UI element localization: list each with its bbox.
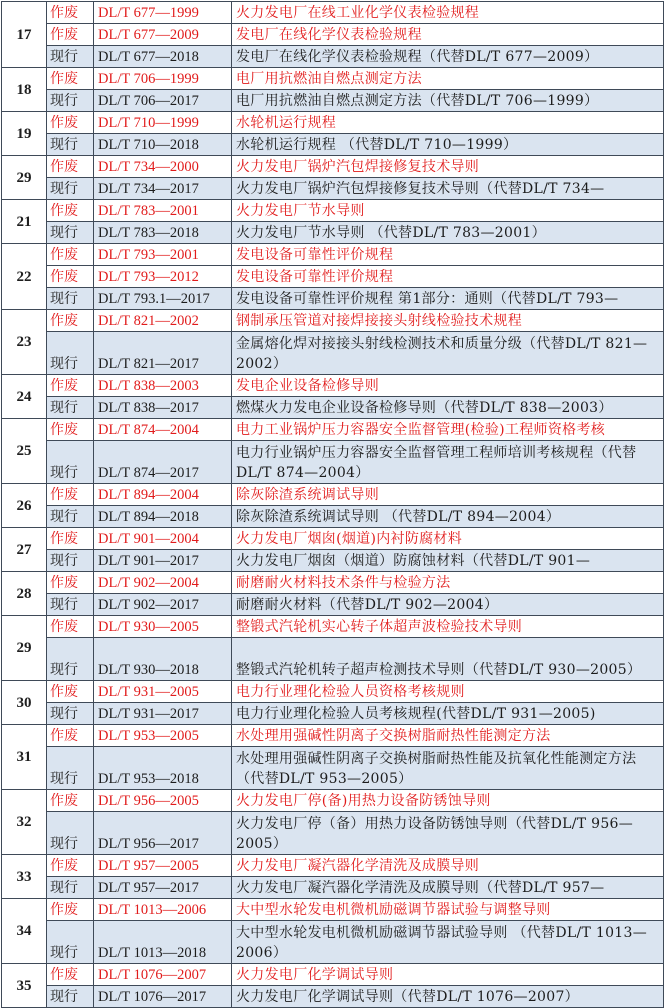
- table-row-superseded: [2, 964, 664, 986]
- table-row-superseded: [2, 681, 664, 703]
- table-row-current: [2, 550, 664, 572]
- table-row-superseded: [2, 156, 664, 178]
- standard-code-cell: DL/T 734—2017: [94, 178, 232, 200]
- table-row-current: [2, 812, 664, 855]
- standard-code-cell: DL/T 706—2017: [94, 90, 232, 112]
- standard-code-cell: DL/T 953—2005: [94, 725, 232, 747]
- standard-title-cell: 火力发电厂锅炉汽包焊接修复技术导则: [232, 156, 664, 178]
- standard-title-cell: 电厂用抗燃油自燃点测定方法（代替DL/T 706—1999）: [232, 90, 664, 112]
- standard-code-cell: DL/T 901—2017: [94, 550, 232, 572]
- group-number: 21: [2, 200, 47, 244]
- standard-code-cell: DL/T 1013—2006: [94, 899, 232, 921]
- status-cell: 作废: [47, 68, 94, 90]
- table-row-superseded: [2, 419, 664, 441]
- standard-code-cell: DL/T 793—2001: [94, 244, 232, 266]
- status-cell: 作废: [47, 855, 94, 877]
- status-cell: 现行: [47, 986, 94, 1008]
- table-row-current: [2, 397, 664, 419]
- status-cell: 作废: [47, 681, 94, 703]
- standard-title-cell: 火力发电厂停(备)用热力设备防锈蚀导则: [232, 790, 664, 812]
- standard-title-cell: 火力发电厂烟囱（烟道）防腐蚀材料（代替DL/T 901—: [232, 550, 664, 572]
- status-cell: 现行: [47, 441, 94, 484]
- standard-title-cell: 整锻式汽轮机转子超声检测技术导则（代替DL/T 930—2005）: [232, 638, 664, 681]
- status-cell: 现行: [47, 812, 94, 855]
- standard-code-cell: DL/T 931—2005: [94, 681, 232, 703]
- status-cell: 现行: [47, 506, 94, 528]
- status-cell: 作废: [47, 899, 94, 921]
- table-row-superseded: [2, 790, 664, 812]
- table-row-current: [2, 288, 664, 310]
- group-number: 33: [2, 855, 47, 899]
- status-cell: 作废: [47, 266, 94, 288]
- table-row-superseded: [2, 572, 664, 594]
- status-cell: 作废: [47, 156, 94, 178]
- status-cell: 作废: [47, 310, 94, 332]
- standard-title-cell: 钢制承压管道对接焊接接头射线检验技术规程: [232, 310, 664, 332]
- status-cell: 作废: [47, 528, 94, 550]
- group-number: 22: [2, 244, 47, 310]
- table-row-current: [2, 441, 664, 484]
- table-row-current: [2, 90, 664, 112]
- status-cell: 现行: [47, 46, 94, 68]
- table-row-current: [2, 46, 664, 68]
- group-number: 31: [2, 725, 47, 790]
- standard-code-cell: DL/T 783—2018: [94, 222, 232, 244]
- standard-code-cell: DL/T 902—2004: [94, 572, 232, 594]
- status-cell: 作废: [47, 572, 94, 594]
- standard-code-cell: DL/T 901—2004: [94, 528, 232, 550]
- status-cell: 作废: [47, 200, 94, 222]
- standard-title-cell: 大中型水轮发电机微机励磁调节器试验与调整导则: [232, 899, 664, 921]
- group-number: 35: [2, 964, 47, 1008]
- standard-code-cell: DL/T 793—2012: [94, 266, 232, 288]
- table-row-current: [2, 332, 664, 375]
- standard-code-cell: DL/T 710—1999: [94, 112, 232, 134]
- table-row-superseded: [2, 112, 664, 134]
- standard-title-cell: 发电设备可靠性评价规程: [232, 266, 664, 288]
- standard-code-cell: DL/T 793.1—2017: [94, 288, 232, 310]
- standard-code-cell: DL/T 902—2017: [94, 594, 232, 616]
- standard-code-cell: DL/T 821—2002: [94, 310, 232, 332]
- status-cell: 现行: [47, 703, 94, 725]
- table-row-superseded: [2, 616, 664, 638]
- table-row-superseded: [2, 244, 664, 266]
- table-row-current: [2, 222, 664, 244]
- status-cell: 现行: [47, 90, 94, 112]
- group-number: 34: [2, 899, 47, 964]
- standard-title-cell: 除灰除渣系统调试导则 （代替DL/T 894—2004）: [232, 506, 664, 528]
- table-row-superseded: [2, 266, 664, 288]
- table-row-superseded: [2, 68, 664, 90]
- standard-code-cell: DL/T 838—2017: [94, 397, 232, 419]
- status-cell: 现行: [47, 178, 94, 200]
- standard-code-cell: DL/T 931—2017: [94, 703, 232, 725]
- standard-code-cell: DL/T 956—2017: [94, 812, 232, 855]
- group-number: 29: [2, 156, 47, 200]
- table-row-current: [2, 134, 664, 156]
- status-cell: 作废: [47, 375, 94, 397]
- standard-code-cell: DL/T 953—2018: [94, 747, 232, 790]
- status-cell: 作废: [47, 2, 94, 24]
- group-number: 26: [2, 484, 47, 528]
- table-row-superseded: [2, 310, 664, 332]
- status-cell: 现行: [47, 288, 94, 310]
- status-cell: 现行: [47, 921, 94, 964]
- group-number: 30: [2, 681, 47, 725]
- standard-title-cell: 金属熔化焊对接接头射线检测技术和质量分级（代替DL/T 821—2002）: [232, 332, 664, 375]
- standard-title-cell: 发电厂在线化学仪表检验规程（代替DL/T 677—2009）: [232, 46, 664, 68]
- standard-title-cell: 火力发电厂节水导则: [232, 200, 664, 222]
- group-number: 17: [2, 2, 47, 68]
- standard-code-cell: DL/T 957—2017: [94, 877, 232, 899]
- status-cell: 现行: [47, 134, 94, 156]
- standard-title-cell: 火力发电厂节水导则 （代替DL/T 783—2001）: [232, 222, 664, 244]
- standard-code-cell: DL/T 874—2017: [94, 441, 232, 484]
- standard-title-cell: 燃煤火力发电企业设备检修导则（代替DL/T 838—2003）: [232, 397, 664, 419]
- standard-title-cell: 火力发电厂凝汽器化学清洗及成膜导则（代替DL/T 957—: [232, 877, 664, 899]
- standard-title-cell: 火力发电厂在线工业化学仪表检验规程: [232, 2, 664, 24]
- status-cell: 作废: [47, 725, 94, 747]
- status-cell: 现行: [47, 550, 94, 572]
- status-cell: 作废: [47, 244, 94, 266]
- group-number: 28: [2, 572, 47, 616]
- standard-title-cell: 整锻式汽轮机实心转子体超声波检验技术导则: [232, 616, 664, 638]
- standard-title-cell: 电厂用抗燃油自燃点测定方法: [232, 68, 664, 90]
- status-cell: 作废: [47, 790, 94, 812]
- standard-code-cell: DL/T 783—2001: [94, 200, 232, 222]
- status-cell: 作废: [47, 112, 94, 134]
- standard-title-cell: 火力发电厂凝汽器化学清洗及成膜导则: [232, 855, 664, 877]
- status-cell: 作废: [47, 24, 94, 46]
- standard-code-cell: DL/T 874—2004: [94, 419, 232, 441]
- standard-code-cell: DL/T 677—2009: [94, 24, 232, 46]
- standard-code-cell: DL/T 710—2018: [94, 134, 232, 156]
- group-number: 24: [2, 375, 47, 419]
- standard-title-cell: 发电设备可靠性评价规程: [232, 244, 664, 266]
- standard-title-cell: 水处理用强碱性阴离子交换树脂耐热性能及抗氧化性能测定方法（代替DL/T 953—2005）: [232, 747, 664, 790]
- table-row-current: [2, 921, 664, 964]
- standard-code-cell: DL/T 1076—2007: [94, 964, 232, 986]
- group-number: 19: [2, 112, 47, 156]
- standard-title-cell: 电力行业理化检验人员考核规程(代替DL/T 931—2005): [232, 703, 664, 725]
- standard-title-cell: 电力行业锅炉压力容器安全监督管理工程师培训考核规程（代替DL/T 874—2004）: [232, 441, 664, 484]
- standard-code-cell: DL/T 894—2018: [94, 506, 232, 528]
- status-cell: 现行: [47, 332, 94, 375]
- table-row-superseded: [2, 200, 664, 222]
- standard-title-cell: 大中型水轮发电机微机励磁调节器试验导则 （代替DL/T 1013—2006）: [232, 921, 664, 964]
- standard-code-cell: DL/T 821—2017: [94, 332, 232, 375]
- standard-code-cell: DL/T 677—2018: [94, 46, 232, 68]
- status-cell: 现行: [47, 222, 94, 244]
- standard-code-cell: DL/T 1013—2018: [94, 921, 232, 964]
- table-row-superseded: [2, 24, 664, 46]
- standard-title-cell: 发电企业设备检修导则: [232, 375, 664, 397]
- standard-code-cell: DL/T 706—1999: [94, 68, 232, 90]
- status-cell: 作废: [47, 419, 94, 441]
- status-cell: 作废: [47, 484, 94, 506]
- group-number: 32: [2, 790, 47, 855]
- table-row-superseded: [2, 725, 664, 747]
- standard-title-cell: 发电设备可靠性评价规程 第1部分：通则（代替DL/T 793—: [232, 288, 664, 310]
- standard-title-cell: 除灰除渣系统调试导则: [232, 484, 664, 506]
- standard-title-cell: 发电厂在线化学仪表检验规程: [232, 24, 664, 46]
- standard-title-cell: 电力行业理化检验人员资格考核规则: [232, 681, 664, 703]
- standard-title-cell: 水轮机运行规程: [232, 112, 664, 134]
- group-number: 27: [2, 528, 47, 572]
- table-row-current: [2, 178, 664, 200]
- standards-table: [1, 1, 664, 1008]
- table-row-current: [2, 877, 664, 899]
- standard-title-cell: 火力发电厂锅炉汽包焊接修复技术导则（代替DL/T 734—: [232, 178, 664, 200]
- status-cell: 作废: [47, 616, 94, 638]
- standard-code-cell: DL/T 956—2005: [94, 790, 232, 812]
- standard-code-cell: DL/T 894—2004: [94, 484, 232, 506]
- group-number: 29: [2, 616, 47, 681]
- group-number: 25: [2, 419, 47, 484]
- standard-title-cell: 耐磨耐火材料技术条件与检验方法: [232, 572, 664, 594]
- status-cell: 现行: [47, 638, 94, 681]
- standard-title-cell: 水轮机运行规程 （代替DL/T 710—1999）: [232, 134, 664, 156]
- standard-code-cell: DL/T 1076—2017: [94, 986, 232, 1008]
- table-row-superseded: [2, 484, 664, 506]
- standard-code-cell: DL/T 930—2018: [94, 638, 232, 681]
- status-cell: 现行: [47, 397, 94, 419]
- standard-title-cell: 火力发电厂化学调试导则（代替DL/T 1076—2007）: [232, 986, 664, 1008]
- status-cell: 现行: [47, 877, 94, 899]
- group-number: 18: [2, 68, 47, 112]
- table-row-superseded: [2, 2, 664, 24]
- table-row-superseded: [2, 375, 664, 397]
- standard-title-cell: 火力发电厂化学调试导则: [232, 964, 664, 986]
- standard-code-cell: DL/T 838—2003: [94, 375, 232, 397]
- standard-title-cell: 电力工业锅炉压力容器安全监督管理(检验)工程师资格考核: [232, 419, 664, 441]
- status-cell: 现行: [47, 747, 94, 790]
- table-row-superseded: [2, 899, 664, 921]
- standard-title-cell: 火力发电厂停（备）用热力设备防锈蚀导则（代替DL/T 956—2005）: [232, 812, 664, 855]
- standard-title-cell: 水处理用强碱性阴离子交换树脂耐热性能测定方法: [232, 725, 664, 747]
- status-cell: 现行: [47, 594, 94, 616]
- table-row-current: [2, 638, 664, 681]
- table-row-current: [2, 747, 664, 790]
- table-row-current: [2, 986, 664, 1008]
- standard-title-cell: 耐磨耐火材料（代替DL/T 902—2004）: [232, 594, 664, 616]
- standard-code-cell: DL/T 677—1999: [94, 2, 232, 24]
- standards-table-body: [2, 2, 664, 1008]
- standard-code-cell: DL/T 957—2005: [94, 855, 232, 877]
- table-row-superseded: [2, 528, 664, 550]
- table-row-current: [2, 506, 664, 528]
- table-row-current: [2, 594, 664, 616]
- status-cell: 作废: [47, 964, 94, 986]
- standard-code-cell: DL/T 930—2005: [94, 616, 232, 638]
- table-row-superseded: [2, 855, 664, 877]
- group-number: 23: [2, 310, 47, 375]
- standard-code-cell: DL/T 734—2000: [94, 156, 232, 178]
- standard-title-cell: 火力发电厂烟囱(烟道)内衬防腐材料: [232, 528, 664, 550]
- table-row-current: [2, 703, 664, 725]
